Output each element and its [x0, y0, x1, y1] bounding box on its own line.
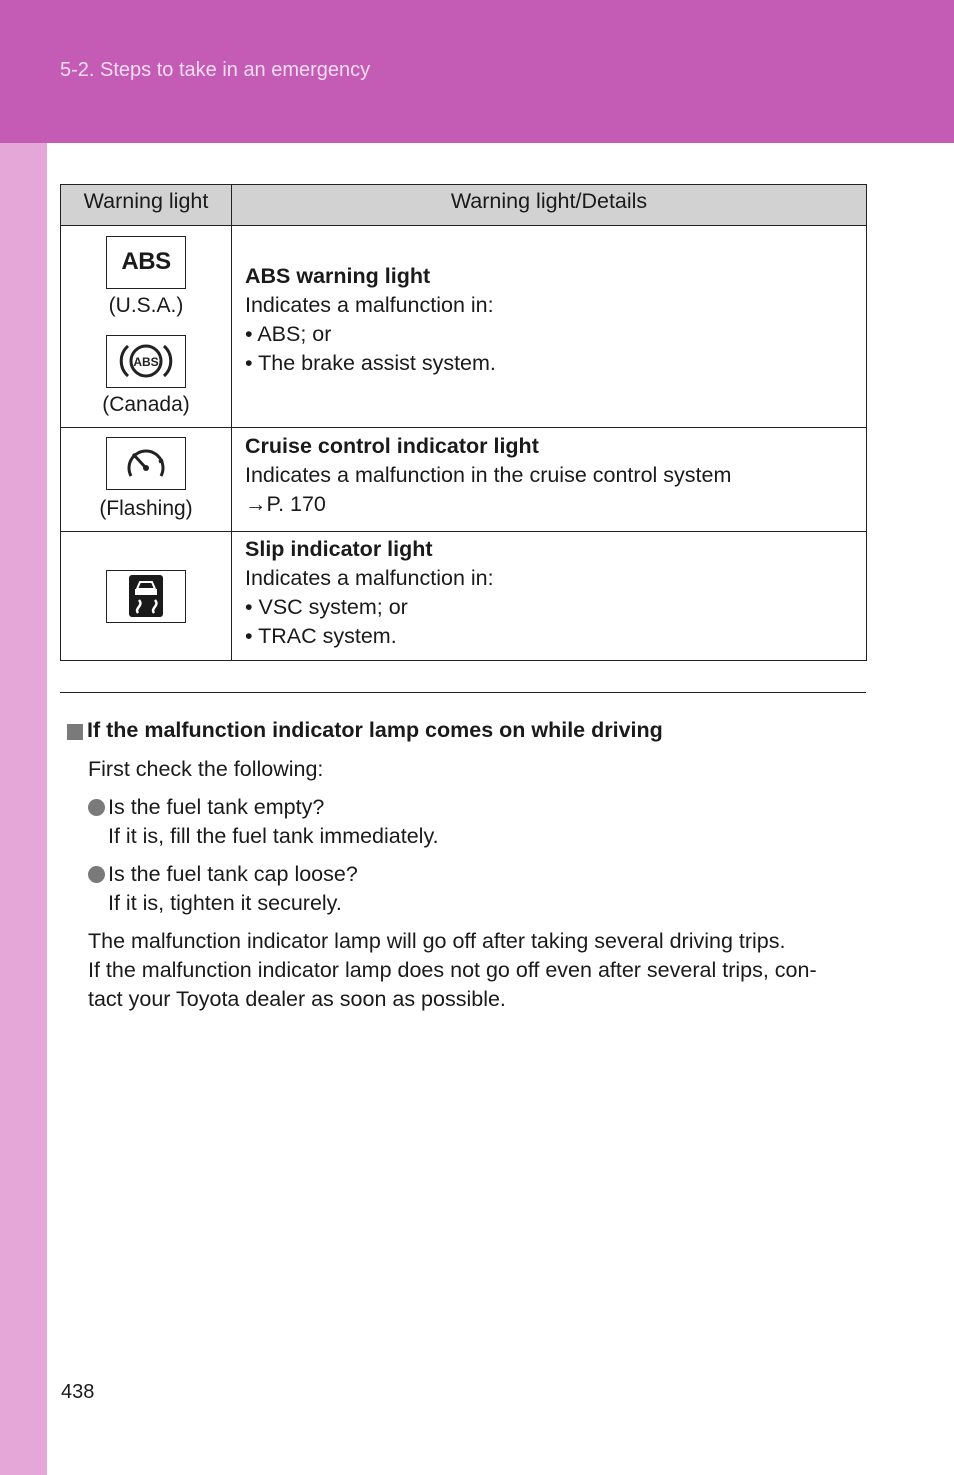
slip-indicator-icon	[106, 570, 186, 623]
page-reference: →P. 170	[245, 492, 326, 516]
closing-text	[60, 927, 870, 1014]
detail-cell	[232, 226, 867, 428]
cruise-control-icon	[106, 437, 186, 490]
region-label: (Canada)	[102, 392, 190, 416]
region-label: (U.S.A.)	[108, 293, 184, 317]
note-intro: First check the following:	[88, 757, 324, 781]
light-title: Slip indicator light	[245, 537, 433, 561]
check-item	[60, 860, 870, 918]
closing-line: tact your Toyota dealer as soon as possible.	[88, 987, 506, 1011]
table-row-cruise	[61, 428, 867, 532]
detail-line: Indicates a malfunction in the cruise control system	[245, 463, 732, 487]
note-heading	[60, 716, 870, 745]
note-heading-text: If the malfunction indicator lamp comes on while driving	[87, 718, 663, 742]
check-question: Is the fuel tank empty?	[108, 795, 325, 819]
col-header-details: Warning light/Details	[232, 185, 867, 226]
check-question: Is the fuel tank cap loose?	[108, 862, 358, 886]
detail-line: • VSC system; or	[245, 595, 408, 619]
col-header-warning-light: Warning light	[61, 185, 232, 226]
light-title: ABS warning light	[245, 264, 431, 288]
check-answer: If it is, fill the fuel tank immediately.	[108, 824, 439, 848]
circle-bullet-icon	[88, 866, 105, 883]
detail-cell	[232, 532, 867, 661]
light-title: Cruise control indicator light	[245, 434, 539, 458]
square-bullet-icon	[67, 724, 83, 740]
table-row-abs	[61, 226, 867, 428]
icon-cell	[61, 428, 232, 532]
detail-line: • The brake assist system.	[245, 351, 496, 375]
detail-line: Indicates a malfunction in:	[245, 293, 494, 317]
side-tab-strip	[0, 143, 47, 1475]
abs-text-icon	[106, 236, 186, 289]
section-title: 5-2. Steps to take in an emergency	[60, 59, 371, 81]
section-divider	[60, 692, 866, 693]
region-label: (Flashing)	[99, 497, 193, 520]
detail-line: Indicates a malfunction in:	[245, 566, 494, 590]
icon-cell	[61, 532, 232, 661]
table-row-slip	[61, 532, 867, 661]
page-number: 438	[61, 1381, 95, 1403]
notes-section	[60, 716, 870, 1014]
detail-line: • ABS; or	[245, 322, 332, 346]
detail-cell	[232, 428, 867, 532]
icon-cell	[61, 226, 232, 428]
circle-bullet-icon	[88, 799, 105, 816]
abs-icon-label: ABS	[121, 248, 171, 275]
abs-circle-icon-label: ABS	[133, 355, 159, 369]
detail-line: • TRAC system.	[245, 624, 397, 648]
closing-line: The malfunction indicator lamp will go off after taking several driving trips.	[88, 929, 786, 953]
check-item	[60, 793, 870, 851]
check-answer: If it is, tighten it securely.	[108, 891, 342, 915]
warning-light-table	[60, 184, 867, 661]
abs-circle-icon	[106, 335, 186, 388]
table-header-row	[61, 185, 867, 226]
closing-line: If the malfunction indicator lamp does not go off even after several trips, con-	[88, 958, 817, 982]
